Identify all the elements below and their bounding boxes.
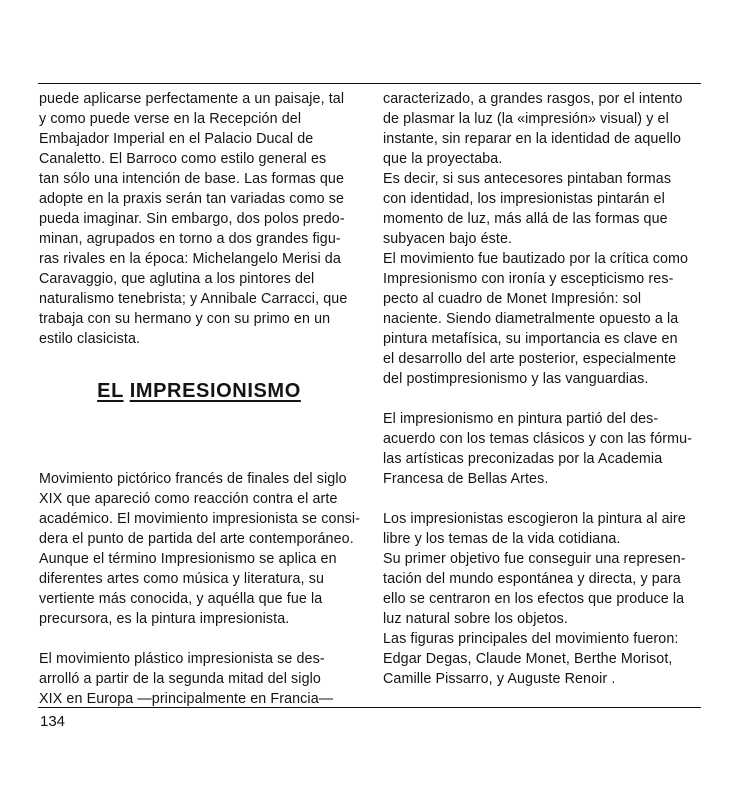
paragraph (39, 89, 359, 349)
section-heading (39, 380, 359, 403)
text-line: El impresionismo en pintura partió del des- (383, 411, 659, 427)
text-line: naciente. Siendo diametralmente opuesto a la (383, 311, 679, 327)
paragraph (383, 409, 703, 489)
text-line: pecto al cuadro de Monet Impresión: sol (383, 291, 642, 307)
text-line: El movimiento fue bautizado por la crítica como (383, 251, 689, 267)
text-line: Movimiento pictórico francés de finales del siglo (39, 471, 347, 487)
text-line: pintura metafísica, su importancia es clave en (383, 331, 678, 347)
text-line: ello se centraron en los efectos que produce la (383, 591, 685, 607)
text-line: las artísticas preconizadas por la Academia (383, 451, 663, 467)
text-line: El movimiento plástico impresionista se des- (39, 651, 325, 667)
text-line: académico. El movimiento impresionista se consi- (39, 511, 361, 527)
text-line: del postimpresionismo y las vanguardias. (383, 371, 649, 387)
text-line: precursora, es la pintura impresionista. (39, 611, 290, 627)
text-line: libre y los temas de la vida cotidiana. (383, 531, 621, 547)
text-line: Es decir, si sus antecesores pintaban formas (383, 171, 672, 187)
text-line: Francesa de Bellas Artes. (383, 471, 549, 487)
paragraph (39, 469, 359, 629)
text-line: con identidad, los impresionistas pintarán el (383, 191, 665, 207)
text-line: Impresionismo con ironía y escepticismo res- (383, 271, 674, 287)
text-line: puede aplicarse perfectamente a un paisaje, tal (39, 91, 345, 107)
text-line: el desarrollo del arte posterior, especialmente (383, 351, 677, 367)
text-line: de plasmar la luz (la «impresión» visual) y el (383, 111, 669, 127)
text-line: Caravaggio, que aglutina a los pintores del (39, 271, 315, 287)
text-line: instante, sin reparar en la identidad de aquello (383, 131, 682, 147)
text-line: XIX en Europa —principalmente en Francia— (39, 691, 334, 707)
text-line: minan, agrupados en torno a dos grandes figu- (39, 231, 341, 247)
text-line: ras rivales en la época: Michelangelo Merisi da (39, 251, 341, 267)
text-line: subyacen bajo éste. (383, 231, 513, 247)
text-line: Edgar Degas, Claude Monet, Berthe Morisot, (383, 651, 673, 667)
text-line: Aunque el término Impresionismo se aplica en (39, 551, 337, 567)
page-number: 134 (40, 713, 66, 730)
text-line: naturalismo tenebrista; y Annibale Carracci, que (39, 291, 348, 307)
text-line: dera el punto de partida del arte contemporáneo. (39, 531, 354, 547)
text-line: arrolló a partir de la segunda mitad del siglo (39, 671, 321, 687)
text-line: Los impresionistas escogieron la pintura al aire (383, 511, 686, 527)
text-line: que la proyectaba. (383, 151, 503, 167)
text-line: tación del mundo espontánea y directa, y para (383, 571, 681, 587)
text-line: estilo clasicista. (39, 331, 141, 347)
text-line: caracterizado, a grandes rasgos, por el intento (383, 91, 683, 107)
paragraph (383, 89, 703, 389)
text-line: pueda imaginar. Sin embargo, dos polos predo- (39, 211, 345, 227)
text-line: Canaletto. El Barroco como estilo general es (39, 151, 327, 167)
text-line: adopte en la praxis serán tan variadas como se (39, 191, 345, 207)
text-line: XIX que apareció como reacción contra el arte (39, 491, 338, 507)
text-line: tan sólo una intención de base. Las formas que (39, 171, 345, 187)
text-line: y como puede verse en la Recepción del (39, 111, 302, 127)
top-rule (38, 83, 701, 84)
text-line: Embajador Imperial en el Palacio Ducal de (39, 131, 314, 147)
paragraph (383, 509, 703, 689)
heading-word: EL (97, 380, 124, 402)
text-line: Su primer objetivo fue conseguir una represen- (383, 551, 686, 567)
bottom-rule (38, 707, 701, 708)
right-column (383, 89, 703, 689)
text-line: diferentes artes como música y literatura, su (39, 571, 324, 587)
text-line: acuerdo con los temas clásicos y con las fórmu- (383, 431, 693, 447)
text-line: luz natural sobre los objetos. (383, 611, 568, 627)
text-line: Camille Pissarro, y Auguste Renoir . (383, 671, 616, 687)
text-line: Las figuras principales del movimiento fueron: (383, 631, 679, 647)
heading-word: IMPRESIONISMO (129, 380, 301, 402)
paragraph (39, 649, 359, 709)
text-line: momento de luz, más allá de las formas que (383, 211, 668, 227)
text-line: trabaja con su hermano y con su primo en un (39, 311, 331, 327)
text-line: vertiente más conocida, y aquélla que fue la (39, 591, 323, 607)
